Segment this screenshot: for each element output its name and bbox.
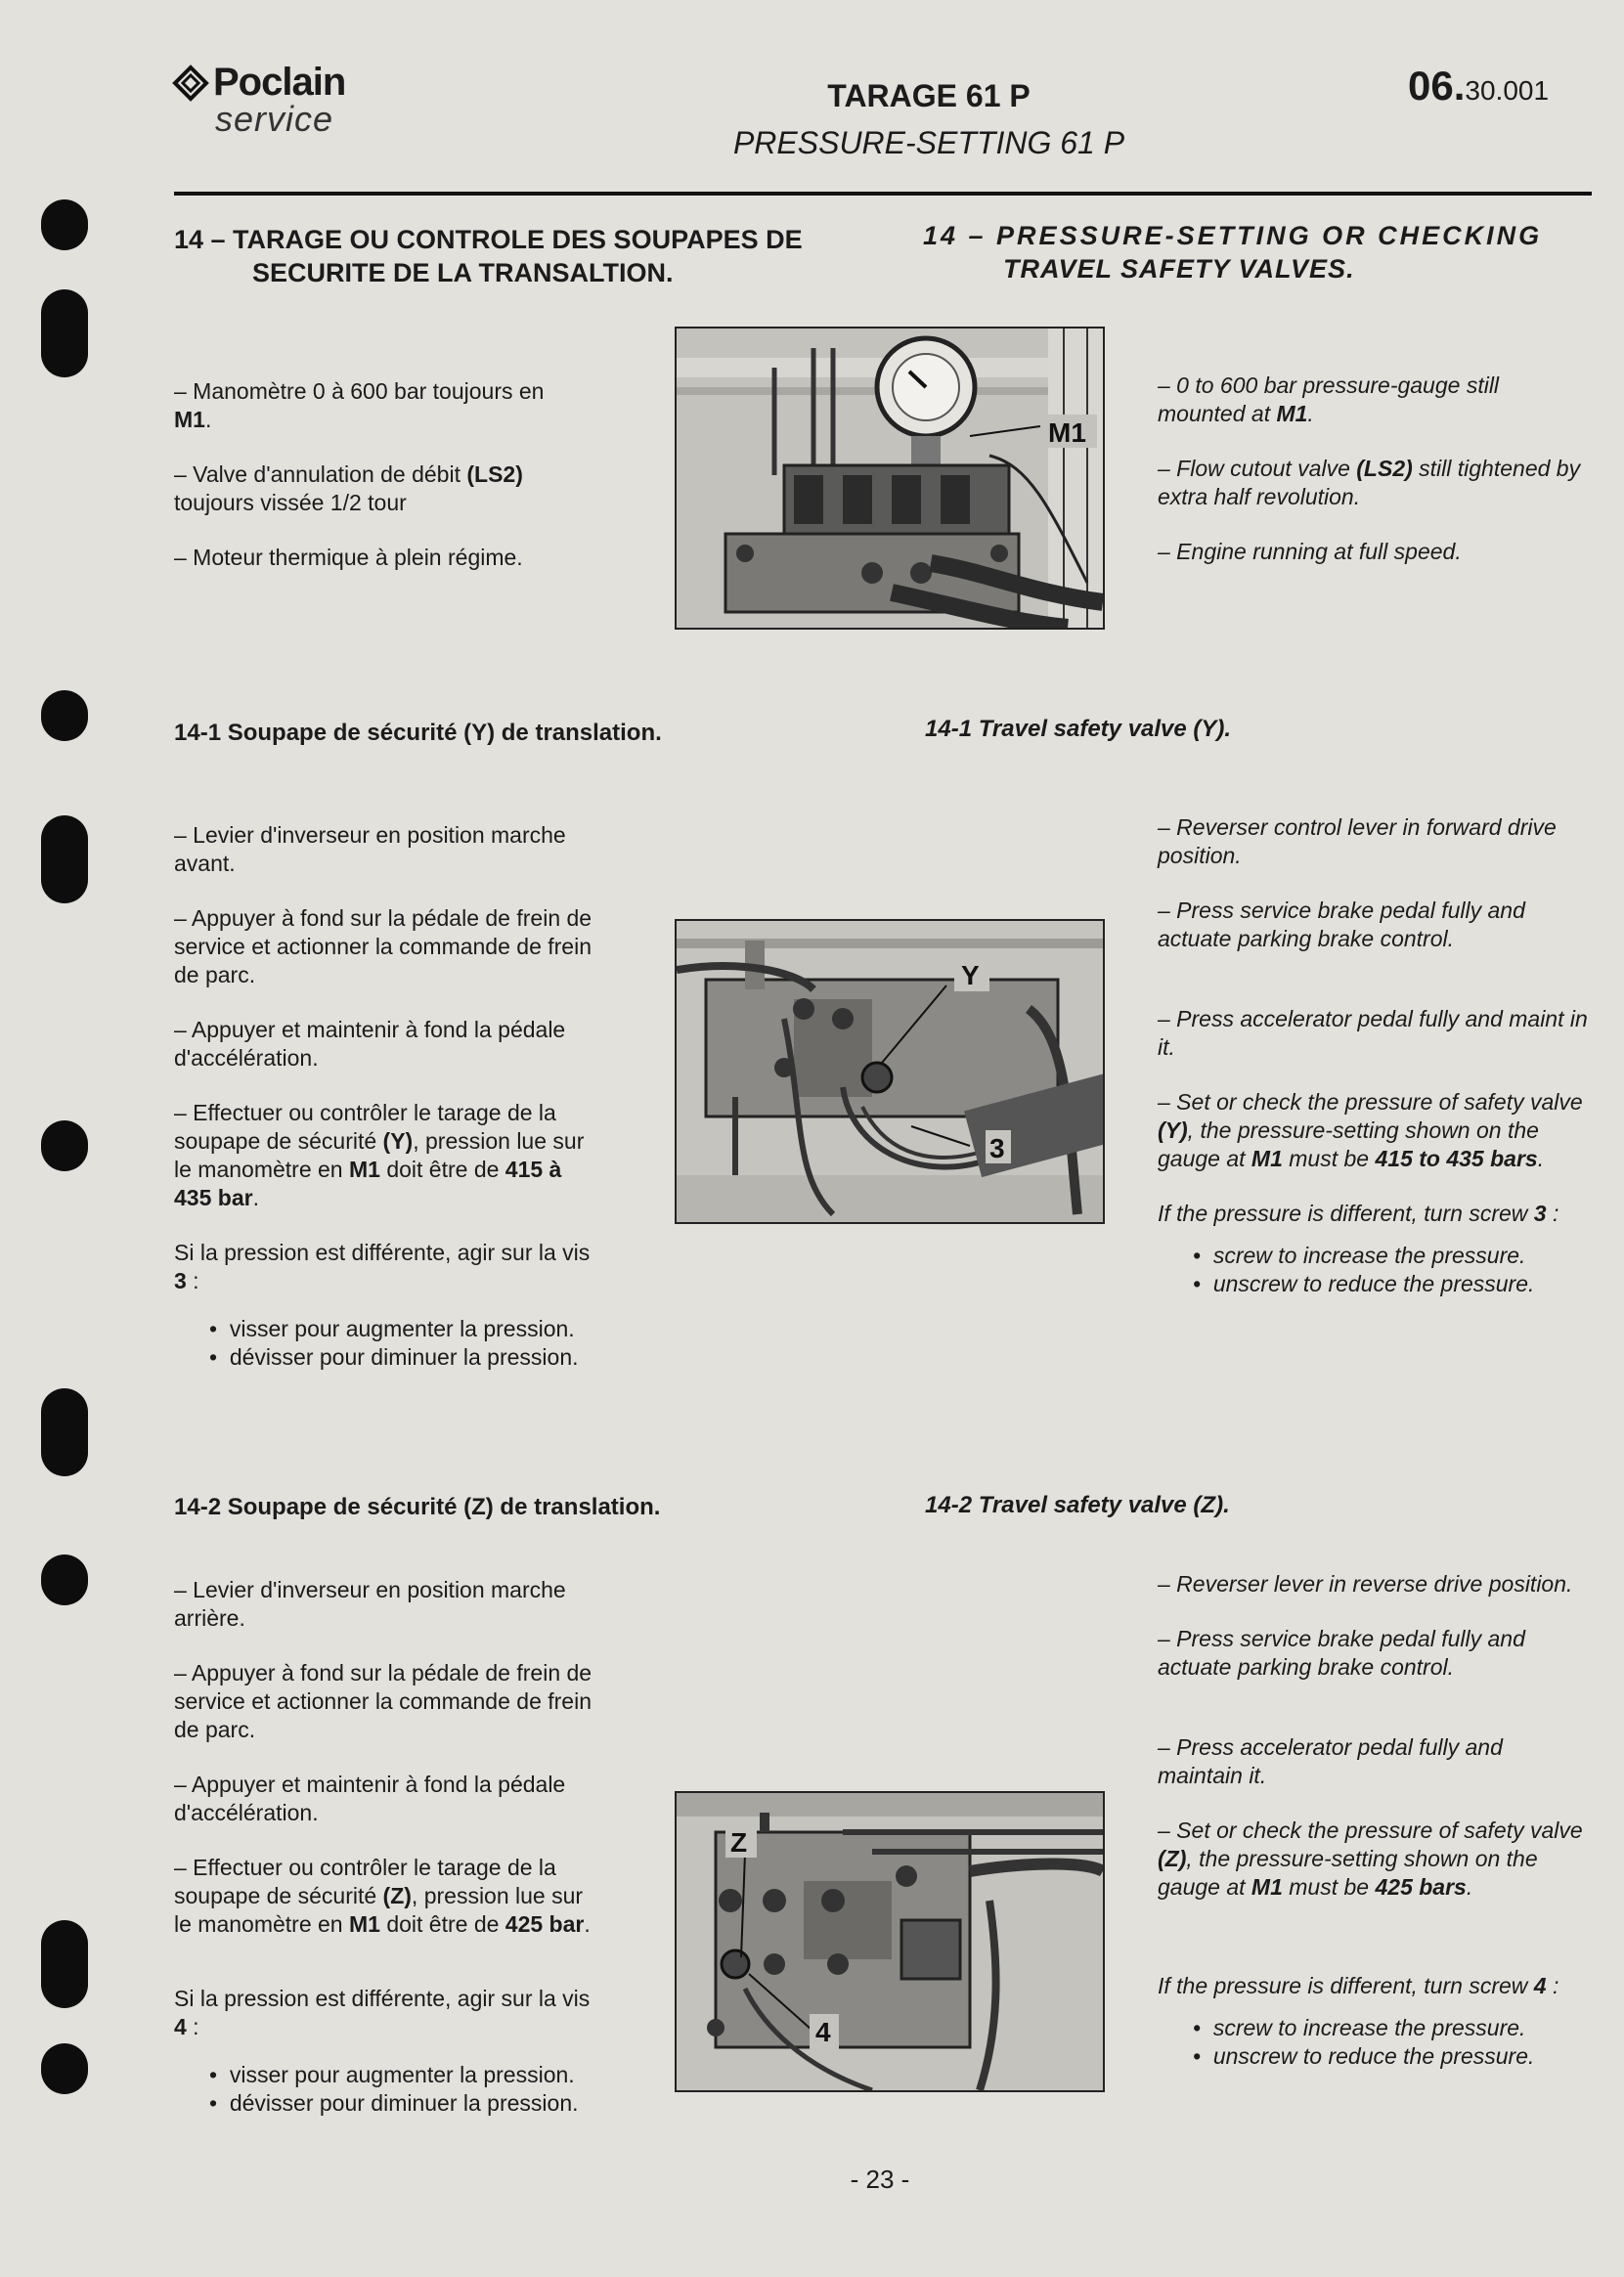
- binder-hole: [41, 1920, 88, 2008]
- instruction-brake-en: – Press service brake pedal fully and actuate parking brake control.: [1158, 898, 1525, 951]
- instruction-brake-en: – Press service brake pedal fully and actuate parking brake control.: [1158, 1626, 1525, 1680]
- bullet-increase-en: • screw to increase the pressure.: [1193, 1242, 1588, 1270]
- gauge-instruction-en: – 0 to 600 bar pressure-gauge still mounted at M1.: [1158, 372, 1500, 426]
- section14-2-text-en: [1158, 1570, 1588, 2071]
- brand-name: Poclain: [213, 61, 346, 104]
- instruction-accel-en: – Press accelerator pedal fully and maintain it.: [1158, 1734, 1503, 1788]
- binder-hole: [41, 289, 88, 377]
- instruction-lever-en: – Reverser control lever in forward drive position.: [1158, 814, 1557, 868]
- figure-gauge-m1: [675, 327, 1105, 630]
- bullet-decrease-fr: • dévisser pour diminuer la pression.: [209, 1343, 604, 1372]
- header-rule: [174, 192, 1592, 196]
- page-number: - 23 -: [850, 2165, 910, 2194]
- bullet-decrease-en: • unscrew to reduce the pressure.: [1193, 1270, 1588, 1298]
- subsection-title-en: 14-2 Travel safety valve (Z).: [925, 1492, 1230, 1518]
- instruction-brake-fr: – Appuyer à fond sur la pédale de frein de service et actionner la commande de frein de parc.: [174, 1660, 593, 1742]
- subsection-title-en: 14-1 Travel safety valve (Y).: [925, 716, 1232, 742]
- bullet-increase-fr: • visser pour augmenter la pression.: [209, 1315, 604, 1343]
- engine-instruction-en: – Engine running at full speed.: [1158, 539, 1462, 564]
- page-title-en: PRESSURE-SETTING 61 P: [732, 125, 1125, 160]
- instruction-lever-fr: – Levier d'inverseur en position marche arrière.: [174, 1577, 566, 1631]
- document-reference: [1408, 63, 1549, 109]
- instruction-lever-fr: – Levier d'inverseur en position marche avant.: [174, 822, 566, 876]
- binder-hole: [41, 1388, 88, 1476]
- bullet-increase-fr: • visser pour augmenter la pression.: [209, 2061, 604, 2089]
- bullet-list-fr: [174, 2061, 604, 2118]
- instruction-pressure-en: – Set or check the pressure of safety valve (Y), the pressure-setting shown on the gauge at M1 must be 415 to 435 bars.: [1158, 1089, 1583, 1171]
- instruction-pressure-en: – Set or check the pressure of safety valve (Z), the pressure-setting shown on the gauge at M1 must be 425 bars.: [1158, 1817, 1583, 1900]
- instruction-screw-fr: Si la pression est différente, agir sur la vis 4 :: [174, 1986, 591, 2039]
- bullet-increase-en: • screw to increase the pressure.: [1193, 2014, 1588, 2042]
- flow-valve-instruction-fr: – Valve d'annulation de débit (LS2) toujours vissée 1/2 tour: [174, 461, 523, 515]
- binder-hole: [41, 2043, 88, 2094]
- instruction-accel-en: – Press accelerator pedal fully and maint in it.: [1158, 1006, 1588, 1060]
- subsection-title-fr: 14-2 Soupape de sécurité (Z) de translation.: [174, 1494, 661, 1520]
- bullet-decrease-fr: • dévisser pour diminuer la pression.: [209, 2089, 604, 2118]
- instruction-accel-fr: – Appuyer et maintenir à fond la pédale d'accélération.: [174, 1772, 566, 1825]
- bullet-list-en: [1158, 2014, 1588, 2071]
- binder-hole: [41, 1120, 88, 1171]
- gauge-instruction-fr: – Manomètre 0 à 600 bar toujours en M1.: [174, 378, 545, 432]
- instruction-accel-fr: – Appuyer et maintenir à fond la pédale d'accélération.: [174, 1017, 566, 1071]
- binder-hole: [41, 1554, 88, 1605]
- section14-1-text-fr: [174, 821, 604, 1372]
- section14-text-fr: [174, 377, 604, 598]
- doc-ref-minor: 30.001: [1465, 75, 1550, 106]
- instruction-pressure-fr: – Effectuer ou contrôler le tarage de la soupape de sécurité (Y), pression lue sur le manomètre en M1 doit être de 415 à 435 bar.: [174, 1100, 585, 1210]
- section14-text-en: [1158, 372, 1588, 592]
- label-screw-4: 4: [815, 2017, 831, 2047]
- instruction-pressure-fr: – Effectuer ou contrôler le tarage de la soupape de sécurité (Z), pression lue sur le manomètre en M1 doit être de 425 bar.: [174, 1855, 591, 1937]
- section-title-fr: 14 – TARAGE OU CONTROLE DES SOUPAPES DE SECURITE DE LA TRANSALTION.: [174, 225, 803, 287]
- instruction-lever-en: – Reverser lever in reverse drive position.: [1158, 1571, 1573, 1597]
- bullet-list-fr: [174, 1315, 604, 1372]
- instruction-brake-fr: – Appuyer à fond sur la pédale de frein de service et actionner la commande de frein de parc.: [174, 905, 593, 987]
- binder-hole: [41, 690, 88, 741]
- binder-hole: [41, 815, 88, 903]
- page-title-fr: TARAGE 61 P: [827, 78, 1031, 113]
- subsection-title-fr: 14-1 Soupape de sécurité (Y) de translation.: [174, 720, 662, 746]
- label-z: Z: [730, 1827, 748, 1858]
- engine-instruction-fr: – Moteur thermique à plein régime.: [174, 545, 523, 570]
- section-title-en: 14 – PRESSURE-SETTING OR CHECKING TRAVEL SAFETY VALVES.: [923, 221, 1543, 284]
- brand-subtitle: service: [215, 99, 334, 139]
- instruction-screw-en: If the pressure is different, turn screw 3 :: [1158, 1201, 1559, 1226]
- label-screw-3: 3: [989, 1133, 1005, 1163]
- section14-1-text-en: [1158, 813, 1588, 1298]
- instruction-screw-fr: Si la pression est différente, agir sur la vis 3 :: [174, 1240, 591, 1293]
- section14-2-text-fr: [174, 1576, 604, 2118]
- diamond-logo-icon: [172, 65, 209, 102]
- figure-valve-y: [675, 919, 1105, 1224]
- bullet-decrease-en: • unscrew to reduce the pressure.: [1193, 2042, 1588, 2071]
- brand-logo: [172, 61, 345, 140]
- bullet-list-en: [1158, 1242, 1588, 1298]
- label-y: Y: [961, 960, 980, 990]
- label-m1: M1: [1048, 417, 1086, 448]
- flow-valve-instruction-en: – Flow cutout valve (LS2) still tightened by extra half revolution.: [1158, 456, 1581, 509]
- binder-hole: [41, 199, 88, 250]
- figure-valve-z: [675, 1791, 1105, 2092]
- instruction-screw-en: If the pressure is different, turn screw 4 :: [1158, 1973, 1559, 1998]
- doc-ref-major: 06.: [1408, 63, 1466, 109]
